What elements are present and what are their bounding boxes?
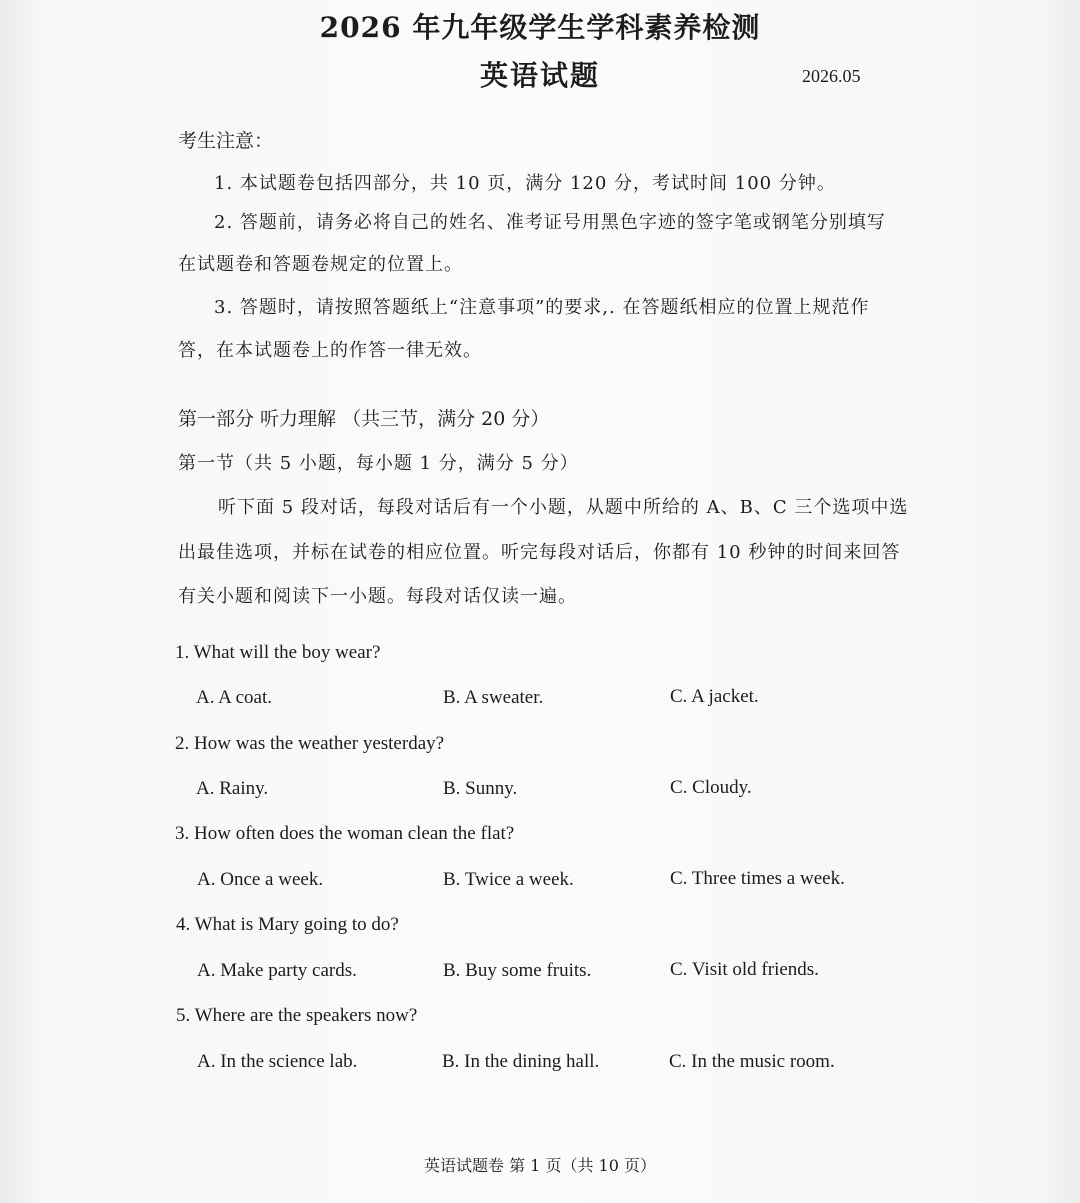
- notice-line-3: 在试题卷和答题卷规定的位置上。: [178, 254, 463, 275]
- q1-option-c: C. A jacket.: [670, 686, 759, 707]
- exam-subject: 英语试题: [479, 59, 600, 92]
- q2-option-a: A. Rainy.: [196, 778, 269, 799]
- notice-line-4: 3. 答题时，请按照答题纸上“注意事项”的要求,. 在答题纸相应的位置上规范作: [214, 297, 870, 318]
- notice-line-1: 1. 本试题卷包括四部分，共 10 页，满分 120 分，考试时间 100 分钟。: [214, 173, 836, 194]
- page-footer: 英语试题卷 第 1 页（共 10 页）: [424, 1156, 656, 1175]
- section1-heading: 第一节（共 5 小题，每小题 1 分，满分 5 分）: [178, 453, 579, 474]
- question-1: 1. What will the boy wear?: [175, 642, 381, 663]
- instruction-line-3: 有关小题和阅读下一小题。每段对话仅读一遍。: [178, 586, 577, 607]
- q5-option-c: C. In the music room.: [669, 1051, 835, 1072]
- q4-option-c: C. Visit old friends.: [670, 959, 819, 980]
- question-3: 3. How often does the woman clean the flat?: [175, 823, 515, 844]
- q1-option-a: A. A coat.: [196, 687, 272, 708]
- exam-date: 2026.05: [802, 66, 861, 86]
- notice-line-5: 答，在本试题卷上的作答一律无效。: [178, 340, 482, 361]
- exam-title: 2026 年九年级学生学科素养检测: [319, 11, 761, 44]
- question-2: 2. How was the weather yesterday?: [175, 733, 445, 754]
- q4-option-a: A. Make party cards.: [197, 960, 357, 981]
- part1-heading: 第一部分 听力理解 （共三节，满分 20 分）: [178, 408, 550, 430]
- instruction-line-2: 出最佳选项，并标在试卷的相应位置。听完每段对话后，你都有 10 秒钟的时间来回答: [178, 542, 901, 563]
- q2-option-b: B. Sunny.: [443, 778, 518, 799]
- q2-option-c: C. Cloudy.: [670, 777, 752, 798]
- notice-heading: 考生注意：: [178, 130, 274, 152]
- q1-option-b: B. A sweater.: [443, 687, 544, 708]
- q3-option-b: B. Twice a week.: [443, 869, 574, 890]
- q3-option-c: C. Three times a week.: [670, 868, 845, 889]
- question-5: 5. Where are the speakers now?: [176, 1005, 418, 1026]
- instruction-line-1: 听下面 5 段对话，每段对话后有一个小题，从题中所给的 A、B、C 三个选项中选: [218, 497, 909, 518]
- q5-option-a: A. In the science lab.: [197, 1051, 358, 1072]
- q3-option-a: A. Once a week.: [197, 869, 324, 890]
- q4-option-b: B. Buy some fruits.: [443, 960, 592, 981]
- notice-line-2: 2. 答题前，请务必将自己的姓名、准考证号用黑色字迹的签字笔或钢笔分别填写: [214, 212, 886, 233]
- q5-option-b: B. In the dining hall.: [442, 1051, 600, 1072]
- question-4: 4. What is Mary going to do?: [176, 914, 399, 935]
